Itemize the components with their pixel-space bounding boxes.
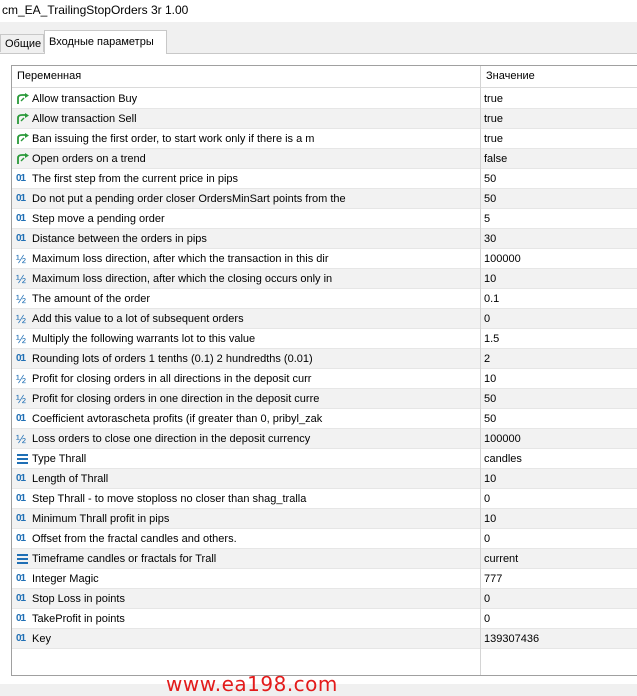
table-row[interactable]	[12, 389, 637, 409]
window-title: cm_EA_TrailingStopOrders 3r 1.00	[0, 0, 637, 22]
column-header-name[interactable]: Переменная	[17, 70, 82, 82]
table-row[interactable]	[12, 509, 637, 529]
parameter-name: Key	[32, 633, 51, 645]
table-header	[12, 66, 637, 88]
parameter-name: Maximum loss direction, after which the transaction in this dir	[32, 253, 329, 265]
parameter-name: Offset from the fractal candles and others.	[32, 533, 237, 545]
parameter-name: Coefficient avtorascheta profits (if greater than 0, pribyl_zak	[32, 413, 323, 425]
parameter-name: Length of Thrall	[32, 473, 109, 485]
parameter-name: Distance between the orders in pips	[32, 233, 207, 245]
column-separator[interactable]	[480, 66, 481, 675]
double-icon: ½	[16, 392, 27, 406]
parameter-value[interactable]: current	[484, 553, 519, 565]
table-row[interactable]	[12, 209, 637, 229]
table-row[interactable]	[12, 529, 637, 549]
parameter-value[interactable]: 100000	[484, 433, 521, 445]
table-row[interactable]	[12, 489, 637, 509]
parameter-name: Integer Magic	[32, 573, 99, 585]
tab-general[interactable]: Общие	[0, 34, 44, 52]
integer-icon: 01	[16, 493, 26, 504]
parameter-value[interactable]: 0	[484, 313, 491, 325]
table-row[interactable]	[12, 109, 637, 129]
parameter-value[interactable]: 10	[484, 513, 497, 525]
table-row[interactable]	[12, 149, 637, 169]
parameter-value[interactable]: 0.1	[484, 293, 500, 305]
parameter-value[interactable]: false	[484, 153, 508, 165]
integer-icon: 01	[16, 473, 26, 484]
parameter-name: The first step from the current price in pips	[32, 173, 239, 185]
row-divider	[12, 648, 637, 649]
parameter-name: Do not put a pending order closer OrdersMinSart points from the	[32, 193, 346, 205]
table-row[interactable]	[12, 249, 637, 269]
table-row[interactable]	[12, 189, 637, 209]
table-row[interactable]	[12, 569, 637, 589]
bool-arrow-icon	[16, 153, 30, 165]
parameter-value[interactable]: true	[484, 93, 503, 105]
parameter-value[interactable]: 100000	[484, 253, 521, 265]
watermark-text: www.ea198.com	[166, 672, 338, 696]
parameter-value[interactable]: candles	[484, 453, 522, 465]
table-row[interactable]	[12, 609, 637, 629]
integer-icon: 01	[16, 173, 26, 184]
bool-arrow-icon	[16, 133, 30, 145]
parameter-name: Allow transaction Buy	[32, 93, 138, 105]
parameter-name: Maximum loss direction, after which the closing occurs only in	[32, 273, 333, 285]
parameter-value[interactable]: 50	[484, 193, 497, 205]
double-icon: ½	[16, 272, 27, 286]
table-row[interactable]	[12, 229, 637, 249]
parameter-name: Multiply the following warrants lot to this value	[32, 333, 256, 345]
enum-icon	[16, 553, 30, 565]
integer-icon: 01	[16, 513, 26, 524]
parameter-value[interactable]: 50	[484, 413, 497, 425]
table-row[interactable]	[12, 89, 637, 109]
integer-icon: 01	[16, 573, 26, 584]
table-row[interactable]	[12, 469, 637, 489]
parameter-name: Open orders on a trend	[32, 153, 146, 165]
parameter-value[interactable]: 10	[484, 273, 497, 285]
bool-arrow-icon	[16, 93, 30, 105]
integer-icon: 01	[16, 593, 26, 604]
bool-arrow-icon	[16, 113, 30, 125]
parameter-name: Loss orders to close one direction in the deposit currency	[32, 433, 311, 445]
parameter-value[interactable]: 1.5	[484, 333, 500, 345]
integer-icon: 01	[16, 193, 26, 204]
integer-icon: 01	[16, 633, 26, 644]
parameter-name: Profit for closing orders in one direction in the deposit curre	[32, 393, 320, 405]
table-row[interactable]	[12, 129, 637, 149]
parameter-name: TakeProfit in points	[32, 613, 125, 625]
table-row[interactable]	[12, 169, 637, 189]
parameter-value[interactable]: 777	[484, 573, 503, 585]
parameter-name: Rounding lots of orders 1 tenths (0.1) 2 hundredths (0.01)	[32, 353, 313, 365]
parameter-value[interactable]: 0	[484, 493, 491, 505]
parameter-value[interactable]: 0	[484, 613, 491, 625]
table-row[interactable]	[12, 289, 637, 309]
parameter-value[interactable]: true	[484, 133, 503, 145]
tab-inputs[interactable]: Входные параметры	[44, 30, 167, 54]
parameter-name: Add this value to a lot of subsequent orders	[32, 313, 244, 325]
integer-icon: 01	[16, 613, 26, 624]
integer-icon: 01	[16, 213, 26, 224]
table-row[interactable]	[12, 269, 637, 289]
parameter-value[interactable]: 0	[484, 593, 491, 605]
table-row[interactable]	[12, 449, 637, 469]
integer-icon: 01	[16, 353, 26, 364]
table-row[interactable]	[12, 549, 637, 569]
parameter-name: Ban issuing the first order, to start work only if there is a m	[32, 133, 315, 145]
double-icon: ½	[16, 332, 27, 346]
integer-icon: 01	[16, 533, 26, 544]
parameter-value[interactable]: 0	[484, 533, 491, 545]
integer-icon: 01	[16, 413, 26, 424]
parameter-name: Step move a pending order	[32, 213, 165, 225]
tab-panel	[0, 53, 637, 696]
double-icon: ½	[16, 252, 27, 266]
parameter-name: Stop Loss in points	[32, 593, 125, 605]
parameter-value[interactable]: 50	[484, 173, 497, 185]
table-row[interactable]	[12, 349, 637, 369]
table-row[interactable]	[12, 589, 637, 609]
double-icon: ½	[16, 292, 27, 306]
parameter-value[interactable]: 2	[484, 353, 491, 365]
table-row[interactable]	[12, 629, 637, 649]
table-row[interactable]	[12, 429, 637, 449]
parameter-name: Timeframe candles or fractals for Trall	[32, 553, 217, 565]
double-icon: ½	[16, 372, 27, 386]
table-row[interactable]	[12, 309, 637, 329]
parameter-name: Allow transaction Sell	[32, 113, 137, 125]
parameter-value[interactable]: 50	[484, 393, 497, 405]
table-row[interactable]	[12, 369, 637, 389]
table-row[interactable]	[12, 329, 637, 349]
double-icon: ½	[16, 432, 27, 446]
parameter-value[interactable]: true	[484, 113, 503, 125]
parameters-table	[11, 65, 637, 676]
parameter-name: The amount of the order	[32, 293, 151, 305]
double-icon: ½	[16, 312, 27, 326]
parameter-value[interactable]: 10	[484, 373, 497, 385]
parameter-name: Step Thrall - to move stoploss no closer than shag_tralla	[32, 493, 307, 505]
parameter-name: Type Thrall	[32, 453, 87, 465]
parameter-name: Minimum Thrall profit in pips	[32, 513, 170, 525]
parameter-name: Profit for closing orders in all directions in the deposit curr	[32, 373, 312, 385]
tab-bar	[0, 30, 637, 54]
enum-icon	[16, 453, 30, 465]
integer-icon: 01	[16, 233, 26, 244]
parameter-value[interactable]: 139307436	[484, 633, 540, 645]
table-row[interactable]	[12, 409, 637, 429]
parameter-value[interactable]: 30	[484, 233, 497, 245]
parameter-value[interactable]: 5	[484, 213, 491, 225]
parameter-value[interactable]: 10	[484, 473, 497, 485]
column-header-value[interactable]: Значение	[486, 70, 535, 82]
